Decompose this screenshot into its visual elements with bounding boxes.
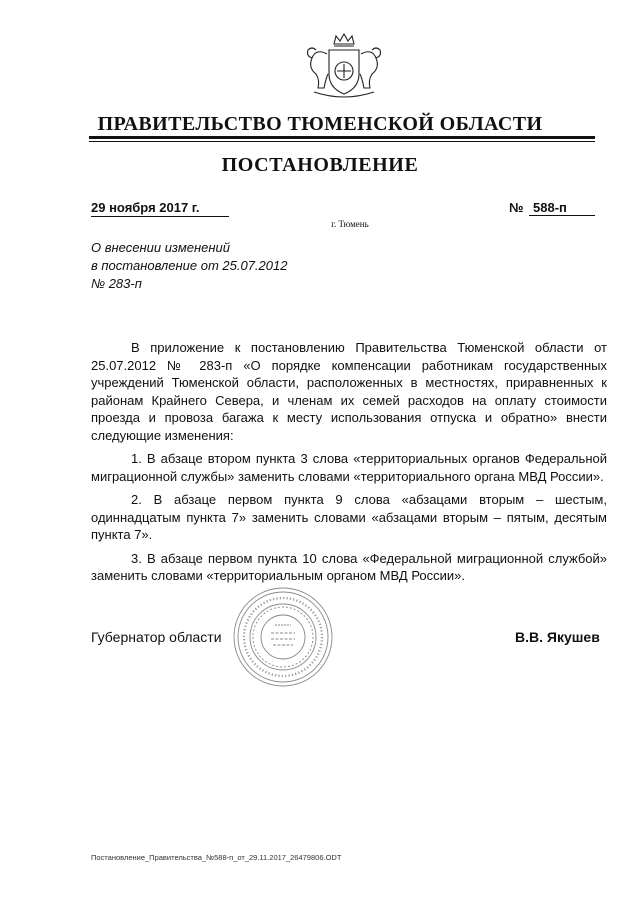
document-city: г. Тюмень (331, 219, 369, 229)
document-number (509, 200, 597, 216)
document-type-heading: ПОСТАНОВЛЕНИЕ (221, 154, 419, 176)
organization-title: ПРАВИТЕЛЬСТВО ТЮМЕНСКОЙ ОБЛАСТИ (97, 113, 543, 135)
coat-of-arms-icon (296, 30, 392, 102)
number-sign: № (509, 200, 524, 215)
body-paragraph-item-3: 3. В абзаце первом пункта 10 слова «Федеральной миграционной службой» заменить словами «территориальным органом МВД России». (91, 550, 607, 583)
document-date: 29 ноября 2017 г. (91, 200, 229, 217)
signer-name: В.В. Якушев (515, 629, 600, 645)
subject-line: О внесении изменений (91, 240, 230, 255)
number-value: 588-п (529, 200, 595, 216)
official-seal-stamp-icon (231, 585, 335, 689)
subject-line: в постановление от 25.07.2012 (91, 258, 288, 273)
body-paragraph-intro: В приложение к постановлению Правительства Тюменской области от 25.07.2012 № 283-п «О порядке компенсации работникам государственных учреждений Тюменской области, расположенных в местностях, приравненных к районам Крайнего Севера, и членам их семей расходов на оплату стоимости проезда и провоза багажа к месту использования отпуска и обратно» внести следующие изменения: (91, 340, 607, 443)
document-subject (91, 239, 391, 293)
title-rule-thick (89, 136, 595, 139)
subject-line: № 283-п (91, 276, 142, 291)
document-body (91, 339, 607, 591)
body-paragraph-item-1: 1. В абзаце втором пункта 3 слова «территориальных органов Федеральной миграционной службы» заменить словами «территориального органа МВД России». (91, 451, 607, 484)
footer-filename: Постановление_Правительства_№588-п_от_29.11.2017_26479806.ODT (91, 853, 342, 862)
title-rule-thin (89, 141, 595, 142)
signer-position: Губернатор области (91, 629, 222, 645)
body-paragraph-item-2: 2. В абзаце первом пункта 9 слова «абзацами вторым – шестым, одиннадцатым пункта 7» заменить словами «абзацами вторым – пятым, десятым пункта 7». (91, 492, 607, 542)
